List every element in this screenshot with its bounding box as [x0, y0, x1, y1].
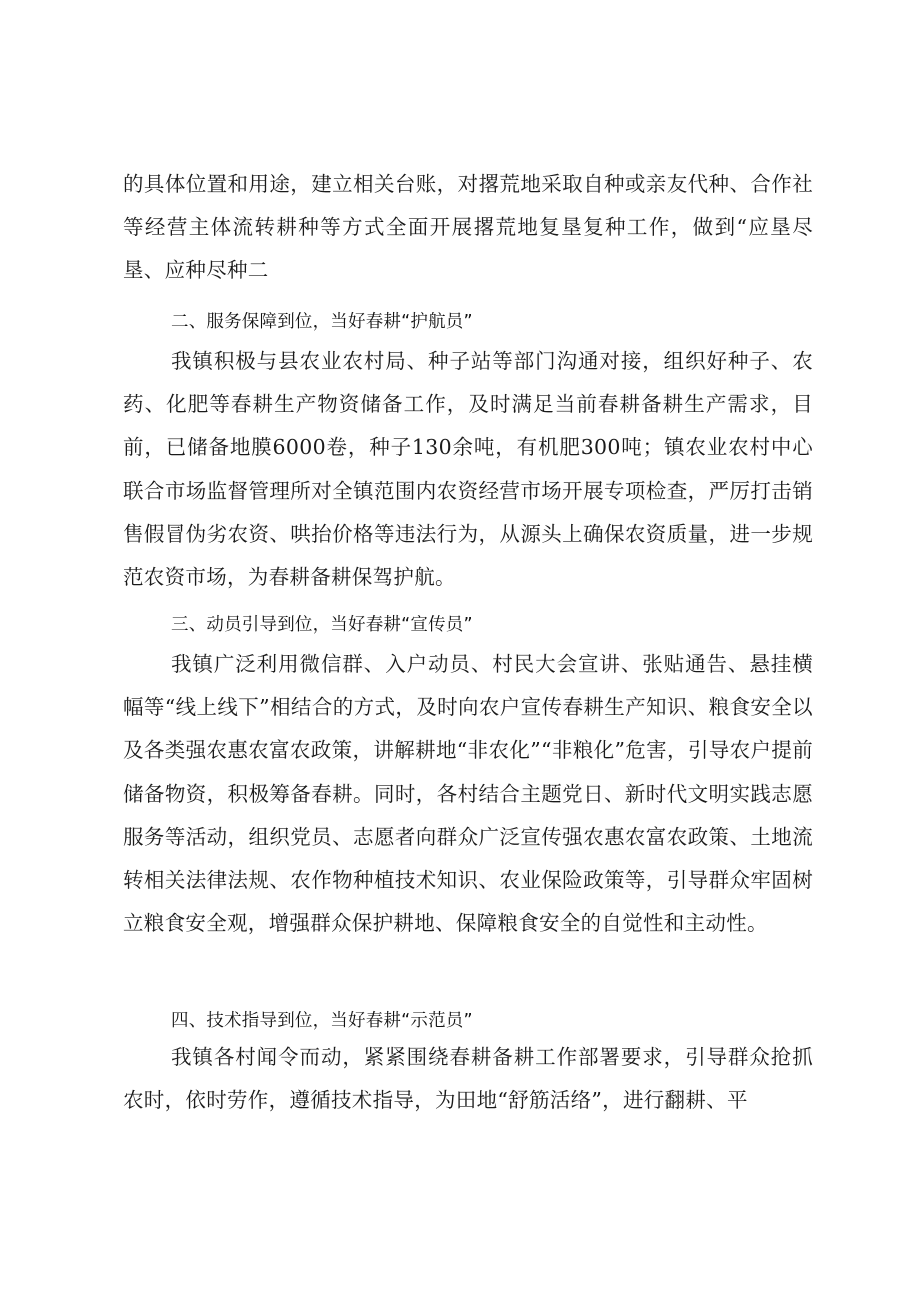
section-heading-mobilization: 三、动员引导到位，当好春耕“宣传员”: [171, 615, 473, 635]
body-paragraph-service: 我镇积极与县农业农村局、种子站等部门沟通对接，组织好种子、农药、化肥等春耕生产物资储备工作，及时满足当前春耕备耕生产需求，目前，已储备地膜6000卷，种子130余吨，有机肥300吨；镇农业农村中心联合市场监督管理所对全镇范围内农资经营市场开展专项检查，严厉打击销售假冒伪劣农资、哄抬价格等违法行为，从源头上确保农资质量，进一步规范农资市场，为春耕备耕保驾护航。: [123, 349, 813, 590]
body-paragraph-technical: 我镇各村闻令而动，紧紧围绕春耕备耕工作部署要求，引导群众抢抓农时，依时劳作，遵循技术指导，为田地“舒筋活络”，进行翻耕、平: [123, 1045, 813, 1113]
body-paragraph-continued: 的具体位置和用途，建立相关台账，对撂荒地采取自种或亲友代种、合作社等经营主体流转耕种等方式全面开展撂荒地复垦复种工作，做到“应垦尽垦、应种尽种二: [123, 172, 813, 283]
body-paragraph-mobilization: 我镇广泛利用微信群、入户动员、村民大会宣讲、张贴通告、悬挂横幅等“线上线下”相结合的方式，及时向农户宣传春耕生产知识、粮食安全以及各类强农惠农富农政策，讲解耕地“非农化”“非粮化”危害，引导农户提前储备物资，积极筹备春耕。同时，各村结合主题党日、新时代文明实践志愿服务等活动，组织党员、志愿者向群众广泛宣传强农惠农富农政策、土地流转相关法律法规、农作物种植技术知识、农业保险政策等，引导群众牢固树立粮食安全观，增强群众保护耕地、保障粮食安全的自觉性和主动性。: [123, 652, 813, 936]
section-heading-technical: 四、技术指导到位，当好春耕“示范员”: [171, 1011, 473, 1031]
section-heading-service: 二、服务保障到位，当好春耕“护航员”: [171, 312, 473, 332]
